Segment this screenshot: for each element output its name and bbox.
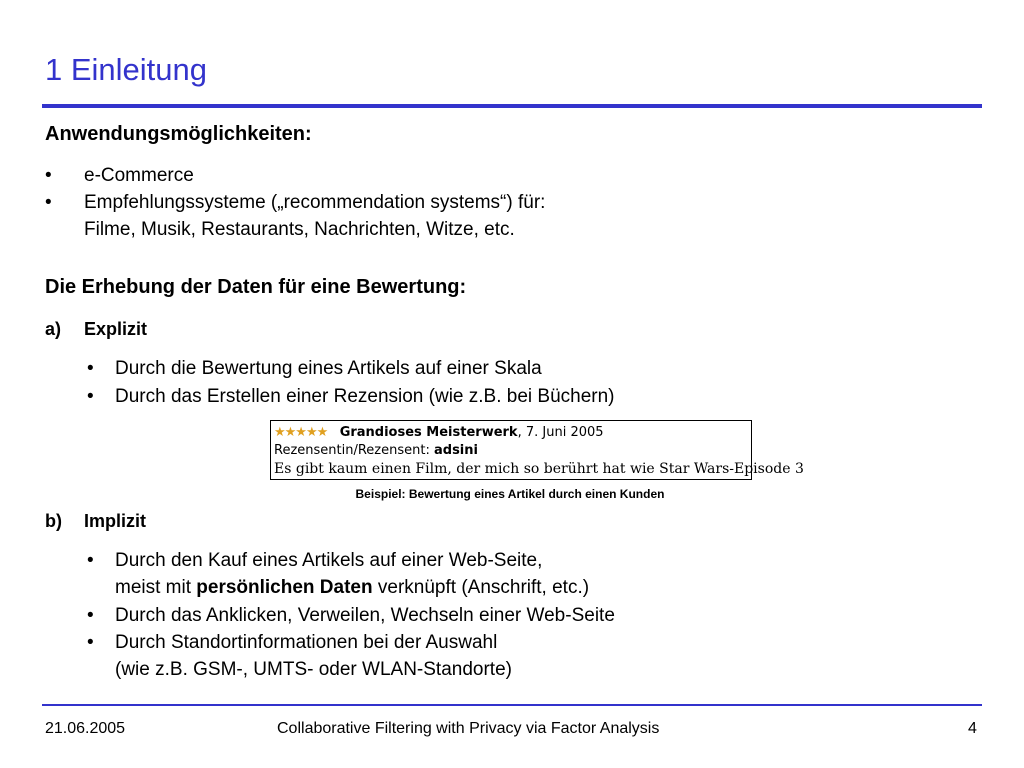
page-number: 4 bbox=[968, 720, 977, 737]
list-item-recommender: Empfehlungssysteme („recommendation systems“) für: bbox=[84, 192, 546, 213]
footer-date: 21.06.2005 bbox=[45, 720, 126, 737]
figure-caption: Beispiel: Bewertung eines Artikel durch einen Kunden bbox=[355, 487, 665, 501]
bullet-marker: • bbox=[45, 192, 52, 213]
sublist-title-implicit: Implizit bbox=[84, 511, 146, 531]
footer-title: Collaborative Filtering with Privacy via Factor Analysis bbox=[277, 720, 660, 737]
list-item-purchase-continuation: meist mit persönlichen Daten verknüpft (Anschrift, etc.) bbox=[115, 577, 590, 598]
review-text: Es gibt kaum einen Film, der mich so berührt hat wie Star Wars-Episode 3 bbox=[274, 461, 804, 477]
sublist-label-a: a) bbox=[45, 319, 62, 339]
bullet-marker: • bbox=[45, 165, 52, 186]
bullet-marker: • bbox=[87, 632, 94, 653]
star-rating-icon: ★★★★★ bbox=[274, 425, 328, 440]
review-header bbox=[274, 425, 604, 441]
footer-divider bbox=[42, 704, 982, 706]
reviewer-label: Rezensentin/Rezensent: bbox=[274, 443, 430, 458]
list-item-location-continuation: (wie z.B. GSM-, UMTS- oder WLAN-Standorte) bbox=[115, 659, 512, 680]
title-divider bbox=[42, 104, 982, 108]
bullet-marker: • bbox=[87, 386, 94, 407]
section-heading-applications: Anwendungsmöglichkeiten: bbox=[45, 123, 312, 145]
list-item-location: Durch Standortinformationen bei der Auswahl bbox=[115, 632, 498, 653]
review-reviewer bbox=[274, 443, 478, 459]
personal-data-emphasis: persönlichen Daten bbox=[196, 577, 373, 598]
slide-title: 1 Einleitung bbox=[45, 52, 208, 87]
review-title: Grandioses Meisterwerk bbox=[339, 425, 518, 440]
list-item-recommender-continuation: Filme, Musik, Restaurants, Nachrichten, Witze, etc. bbox=[84, 219, 515, 240]
review-date: , 7. Juni 2005 bbox=[517, 425, 604, 440]
sublist-label-b: b) bbox=[45, 511, 62, 531]
bullet-marker: • bbox=[87, 605, 94, 626]
list-item-clicking: Durch das Anklicken, Verweilen, Wechseln einer Web-Seite bbox=[115, 605, 615, 626]
section-heading-data-collection: Die Erhebung der Daten für eine Bewertung: bbox=[45, 276, 467, 298]
bullet-marker: • bbox=[87, 550, 94, 571]
reviewer-name: adsini bbox=[433, 443, 478, 458]
list-item-ecommerce: e-Commerce bbox=[84, 165, 194, 186]
review-example-box bbox=[270, 420, 804, 480]
list-item-rating-scale: Durch die Bewertung eines Artikels auf einer Skala bbox=[115, 358, 542, 379]
list-item-review: Durch das Erstellen einer Rezension (wie z.B. bei Büchern) bbox=[115, 386, 615, 407]
list-item-purchase: Durch den Kauf eines Artikels auf einer Web-Seite, bbox=[115, 550, 543, 571]
sublist-title-explicit: Explizit bbox=[84, 319, 148, 339]
bullet-marker: • bbox=[87, 358, 94, 379]
